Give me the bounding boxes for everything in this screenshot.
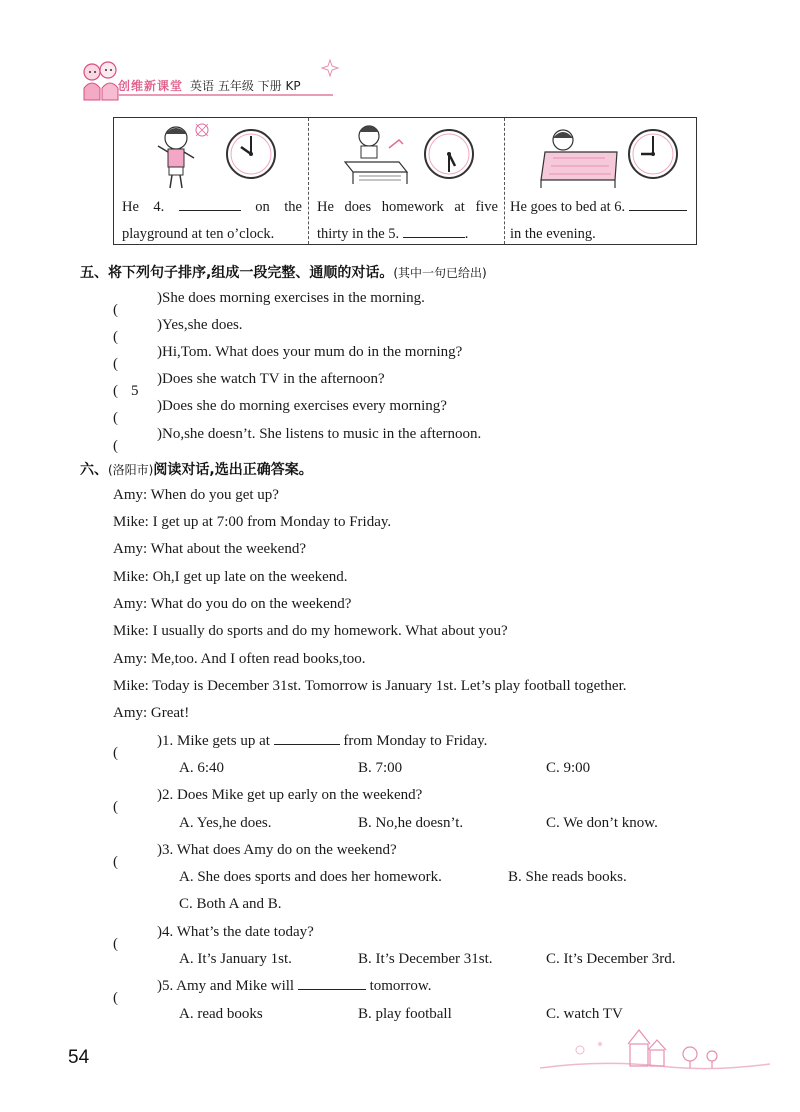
sort-item-4: ( 5 )Does she watch TV in the afternoon? bbox=[113, 371, 385, 399]
dialogue-line-6: Mike: I usually do sports and do my homework. What about you? bbox=[113, 623, 508, 639]
option-3a[interactable]: A. She does sports and does her homework. bbox=[179, 869, 442, 885]
option-1b[interactable]: B. 7:00 bbox=[358, 760, 403, 776]
option-1c[interactable]: C. 9:00 bbox=[546, 760, 591, 776]
header-divider bbox=[118, 94, 333, 96]
clock-nine-icon bbox=[505, 118, 696, 194]
sparkle-icon bbox=[320, 58, 350, 78]
option-2b[interactable]: B. No,he doesn’t. bbox=[358, 815, 464, 831]
picture-cell-2 bbox=[308, 118, 504, 244]
clock-five-thirty-icon bbox=[309, 118, 505, 194]
clock-ten-icon bbox=[114, 118, 308, 194]
picture-cell-3 bbox=[504, 118, 695, 244]
subject-label: 英语 五年级 下册 KP bbox=[190, 79, 301, 93]
option-4c[interactable]: C. It’s December 3rd. bbox=[546, 951, 676, 967]
option-3c[interactable]: C. Both A and B. bbox=[179, 896, 282, 912]
page-number: 54 bbox=[68, 1047, 90, 1068]
dialogue-line-8: Mike: Today is December 31st. Tomorrow is January 1st. Let’s play football together. bbox=[113, 678, 627, 694]
dialogue-line-7: Amy: Me,too. And I often read books,too. bbox=[113, 651, 366, 667]
sort-item-6: ( )No,she doesn’t. She listens to music in the afternoon. bbox=[113, 426, 482, 454]
option-4b[interactable]: B. It’s December 31st. bbox=[358, 951, 493, 967]
question-5: ( )5. Amy and Mike will tomorrow. bbox=[113, 978, 432, 1006]
answer-blank-6[interactable] bbox=[629, 210, 687, 211]
dialogue-line-5: Amy: What do you do on the weekend? bbox=[113, 596, 352, 612]
sort-item-3: ( )Hi,Tom. What does your mum do in the morning? bbox=[113, 344, 463, 372]
question-2: ( )2. Does Mike get up early on the weekend? bbox=[113, 787, 423, 815]
option-1a[interactable]: A. 6:40 bbox=[179, 760, 224, 776]
question-3: ( )3. What does Amy do on the weekend? bbox=[113, 842, 397, 870]
option-4a[interactable]: A. It’s January 1st. bbox=[179, 951, 292, 967]
answer-blank[interactable] bbox=[274, 744, 340, 745]
brand-title: 创维新课堂 bbox=[118, 79, 184, 93]
dialogue-line-1: Amy: When do you get up? bbox=[113, 487, 279, 503]
option-3b[interactable]: B. She reads books. bbox=[508, 869, 627, 885]
option-5b[interactable]: B. play football bbox=[358, 1006, 452, 1022]
sort-item-1: ( )She does morning exercises in the morning. bbox=[113, 290, 425, 318]
answer-blank-5[interactable] bbox=[403, 237, 465, 238]
option-5a[interactable]: A. read books bbox=[179, 1006, 263, 1022]
dialogue-line-4: Mike: Oh,I get up late on the weekend. bbox=[113, 569, 348, 585]
picture-cell-1 bbox=[114, 118, 308, 244]
dialogue-line-2: Mike: I get up at 7:00 from Monday to Friday. bbox=[113, 514, 392, 530]
sort-item-5: ( )Does she do morning exercises every morning? bbox=[113, 398, 447, 426]
castle-decoration-icon bbox=[540, 1020, 770, 1080]
question-4: ( )4. What’s the date today? bbox=[113, 924, 314, 952]
option-2a[interactable]: A. Yes,he does. bbox=[179, 815, 272, 831]
option-2c[interactable]: C. We don’t know. bbox=[546, 815, 658, 831]
section6-title: 六、(洛阳市)阅读对话,选出正确答案。 bbox=[80, 462, 313, 478]
option-5c[interactable]: C. watch TV bbox=[546, 1006, 623, 1022]
caption-3: He goes to bed at 6. in the evening. bbox=[510, 194, 689, 248]
dialogue-line-3: Amy: What about the weekend? bbox=[113, 541, 306, 557]
answer-blank[interactable] bbox=[298, 989, 366, 990]
dialogue-line-9: Amy: Great! bbox=[113, 705, 190, 721]
caption-1: He 4. on the playground at ten o’clock. bbox=[122, 199, 302, 242]
section5-title: 五、将下列句子排序,组成一段完整、通顺的对话。(其中一句已给出) bbox=[80, 265, 487, 281]
sort-item-2: ( )Yes,she does. bbox=[113, 317, 243, 345]
answer-blank-4[interactable] bbox=[179, 210, 241, 211]
question-1: ( )1. Mike gets up at from Monday to Friday. bbox=[113, 733, 488, 761]
caption-2: He does homework at five thirty in the 5. . bbox=[317, 199, 498, 242]
picture-table bbox=[113, 117, 697, 245]
